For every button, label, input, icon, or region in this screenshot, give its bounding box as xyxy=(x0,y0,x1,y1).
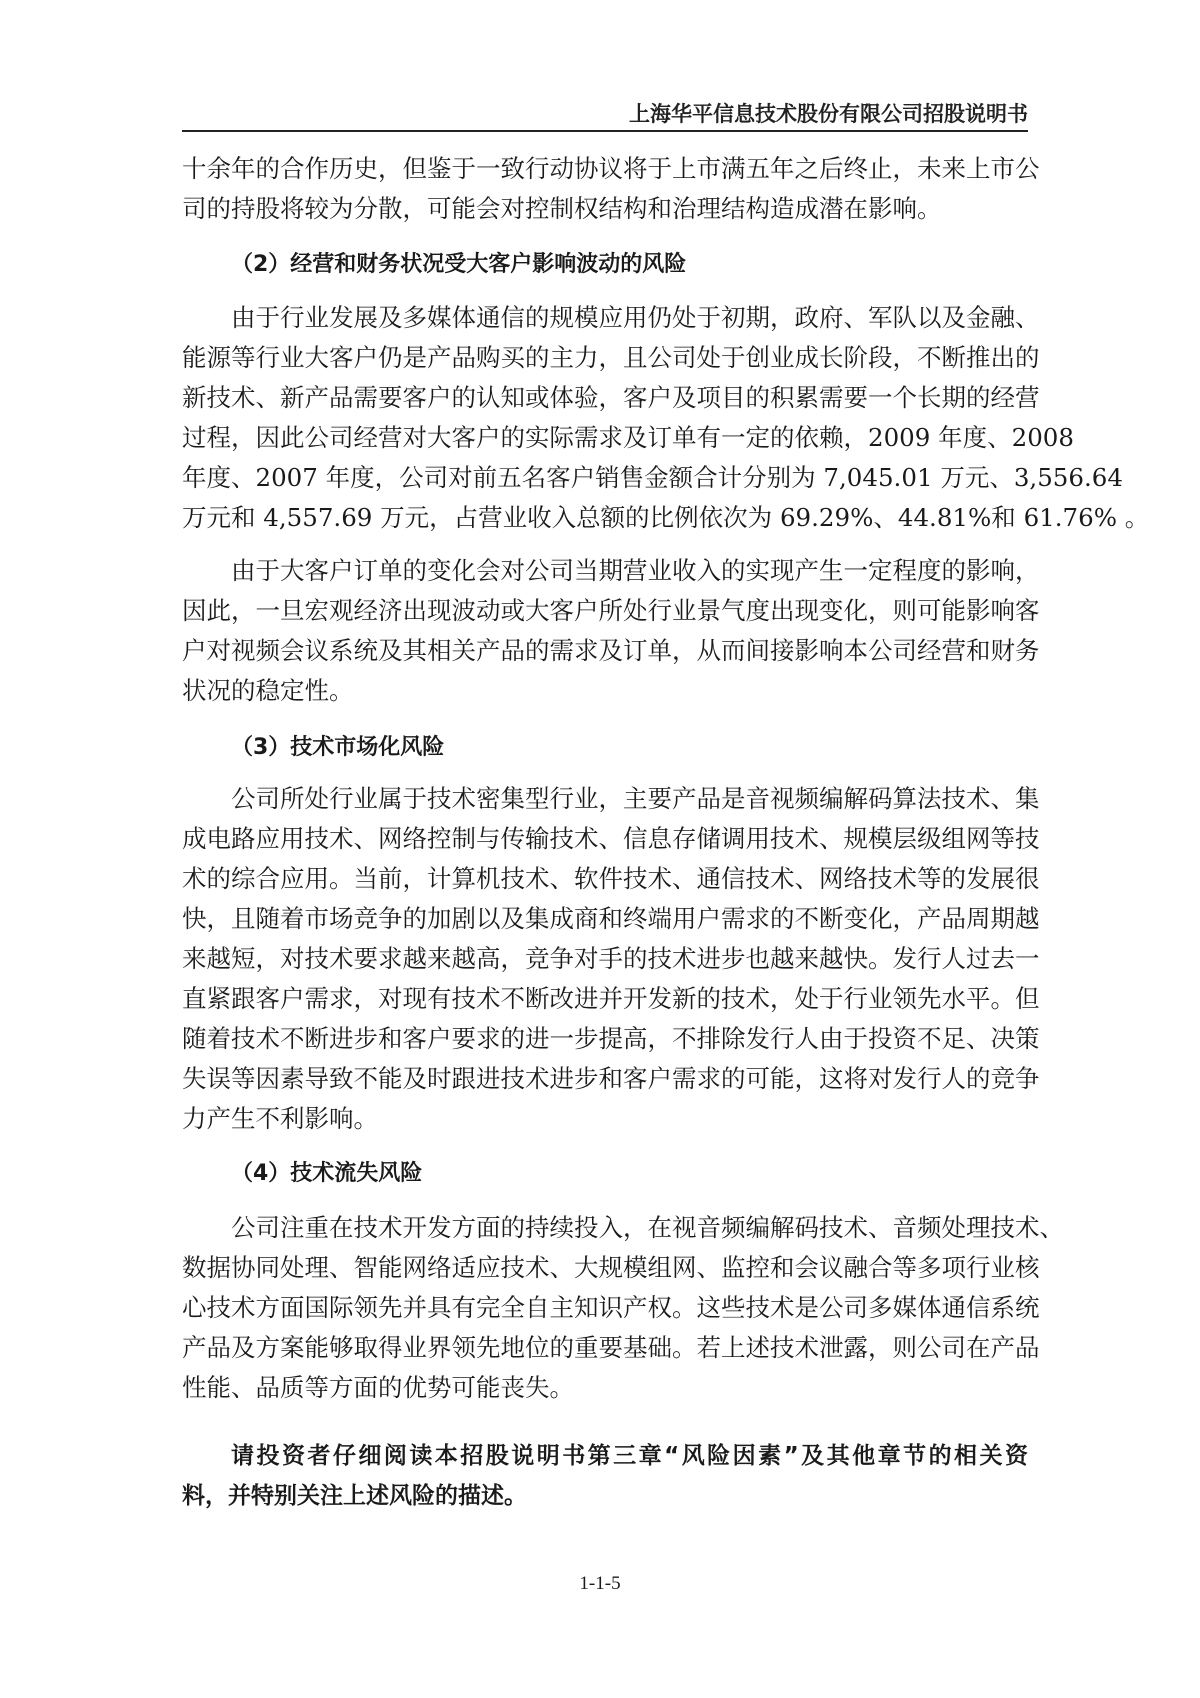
text-line: 来越短，对技术要求越来越高，竞争对手的技术进步也越来越快。发行人过去一 xyxy=(182,944,1040,973)
text-line: 户对视频会议系统及其相关产品的需求及订单，从而间接影响本公司经营和财务 xyxy=(182,636,1040,665)
text-line: 状况的稳定性。 xyxy=(182,676,354,705)
text-line: 力产生不利影响。 xyxy=(182,1104,378,1133)
paragraph-control-risk-continued xyxy=(182,149,1040,229)
text-line: 年度、2007 年度，公司对前五名客户销售金额合计分别为 7,045.01 万元、3,556.64 xyxy=(182,463,1123,492)
text-line: 因此，一旦宏观经济出现波动或大客户所处行业景气度出现变化，则可能影响客 xyxy=(182,596,1040,625)
text-line: 直紧跟客户需求，对现有技术不断改进并开发新的技术，处于行业领先水平。但 xyxy=(182,984,1040,1013)
paragraph-major-customer-dependence xyxy=(182,298,1150,538)
text-line: 十余年的合作历史，但鉴于一致行动协议将于上市满五年之后终止，未来上市公 xyxy=(182,154,1040,183)
text-line: 产品及方案能够取得业界领先地位的重要基础。若上述技术泄露，则公司在产品 xyxy=(182,1333,1040,1362)
text-line: 由于大客户订单的变化会对公司当期营业收入的实现产生一定程度的影响， xyxy=(231,556,1040,585)
text-line: 性能、品质等方面的优势可能丧失。 xyxy=(182,1373,574,1402)
text-line: 心技术方面国际领先并具有完全自主知识产权。这些技术是公司多媒体通信系统 xyxy=(182,1293,1040,1322)
header-divider xyxy=(182,130,1028,132)
text-line: 过程，因此公司经营对大客户的实际需求及订单有一定的依赖，2009 年度、2008 xyxy=(182,423,1074,452)
text-line: 成电路应用技术、网络控制与传输技术、信息存储调用技术、规模层级组网等技 xyxy=(182,824,1040,853)
heading-technology-market-risk: （3）技术市场化风险 xyxy=(231,735,445,760)
paragraph-major-customer-impact xyxy=(182,551,1040,711)
text-line: 公司注重在技术开发方面的持续投入，在视音频编解码技术、音频处理技术、 xyxy=(231,1213,1064,1242)
text-line: 术的综合应用。当前，计算机技术、软件技术、通信技术、网络技术等的发展很 xyxy=(182,864,1040,893)
text-line: 由于行业发展及多媒体通信的规模应用仍处于初期，政府、军队以及金融、 xyxy=(231,303,1040,332)
text-line: 料，并特别关注上述风险的描述。 xyxy=(182,1483,527,1509)
investor-notice xyxy=(182,1436,1028,1516)
text-line: 随着技术不断进步和客户要求的进一步提高，不排除发行人由于投资不足、决策 xyxy=(182,1024,1040,1053)
text-line: 万元和 4,557.69 万元，占营业收入总额的比例依次为 69.29%、44.81%和 61.76% 。 xyxy=(182,503,1150,532)
heading-technology-loss-risk: （4）技术流失风险 xyxy=(231,1161,423,1186)
text-line: 新技术、新产品需要客户的认知或体验，客户及项目的积累需要一个长期的经营 xyxy=(182,383,1040,412)
document-header-title: 上海华平信息技术股份有限公司招股说明书 xyxy=(629,102,1028,126)
text-line: 请投资者仔细阅读本招股说明书第三章“风险因素”及其他章节的相关资 xyxy=(231,1443,1028,1469)
paragraph-technology-loss-risk xyxy=(182,1208,1064,1408)
page-number: 1-1-5 xyxy=(579,1573,621,1594)
text-line: 能源等行业大客户仍是产品购买的主力，且公司处于创业成长阶段，不断推出的 xyxy=(182,343,1040,372)
paragraph-technology-market-risk xyxy=(182,779,1040,1139)
text-line: 失误等因素导致不能及时跟进技术进步和客户需求的可能，这将对发行人的竞争 xyxy=(182,1064,1040,1093)
text-line: 司的持股将较为分散，可能会对控制权结构和治理结构造成潜在影响。 xyxy=(182,194,942,223)
text-line: 公司所处行业属于技术密集型行业，主要产品是音视频编解码算法技术、集 xyxy=(231,784,1040,813)
text-line: 数据协同处理、智能网络适应技术、大规模组网、监控和会议融合等多项行业核 xyxy=(182,1253,1040,1282)
text-line: 快，且随着市场竞争的加剧以及集成商和终端用户需求的不断变化，产品周期越 xyxy=(182,904,1040,933)
heading-major-customer-risk: （2）经营和财务状况受大客户影响波动的风险 xyxy=(231,252,687,277)
